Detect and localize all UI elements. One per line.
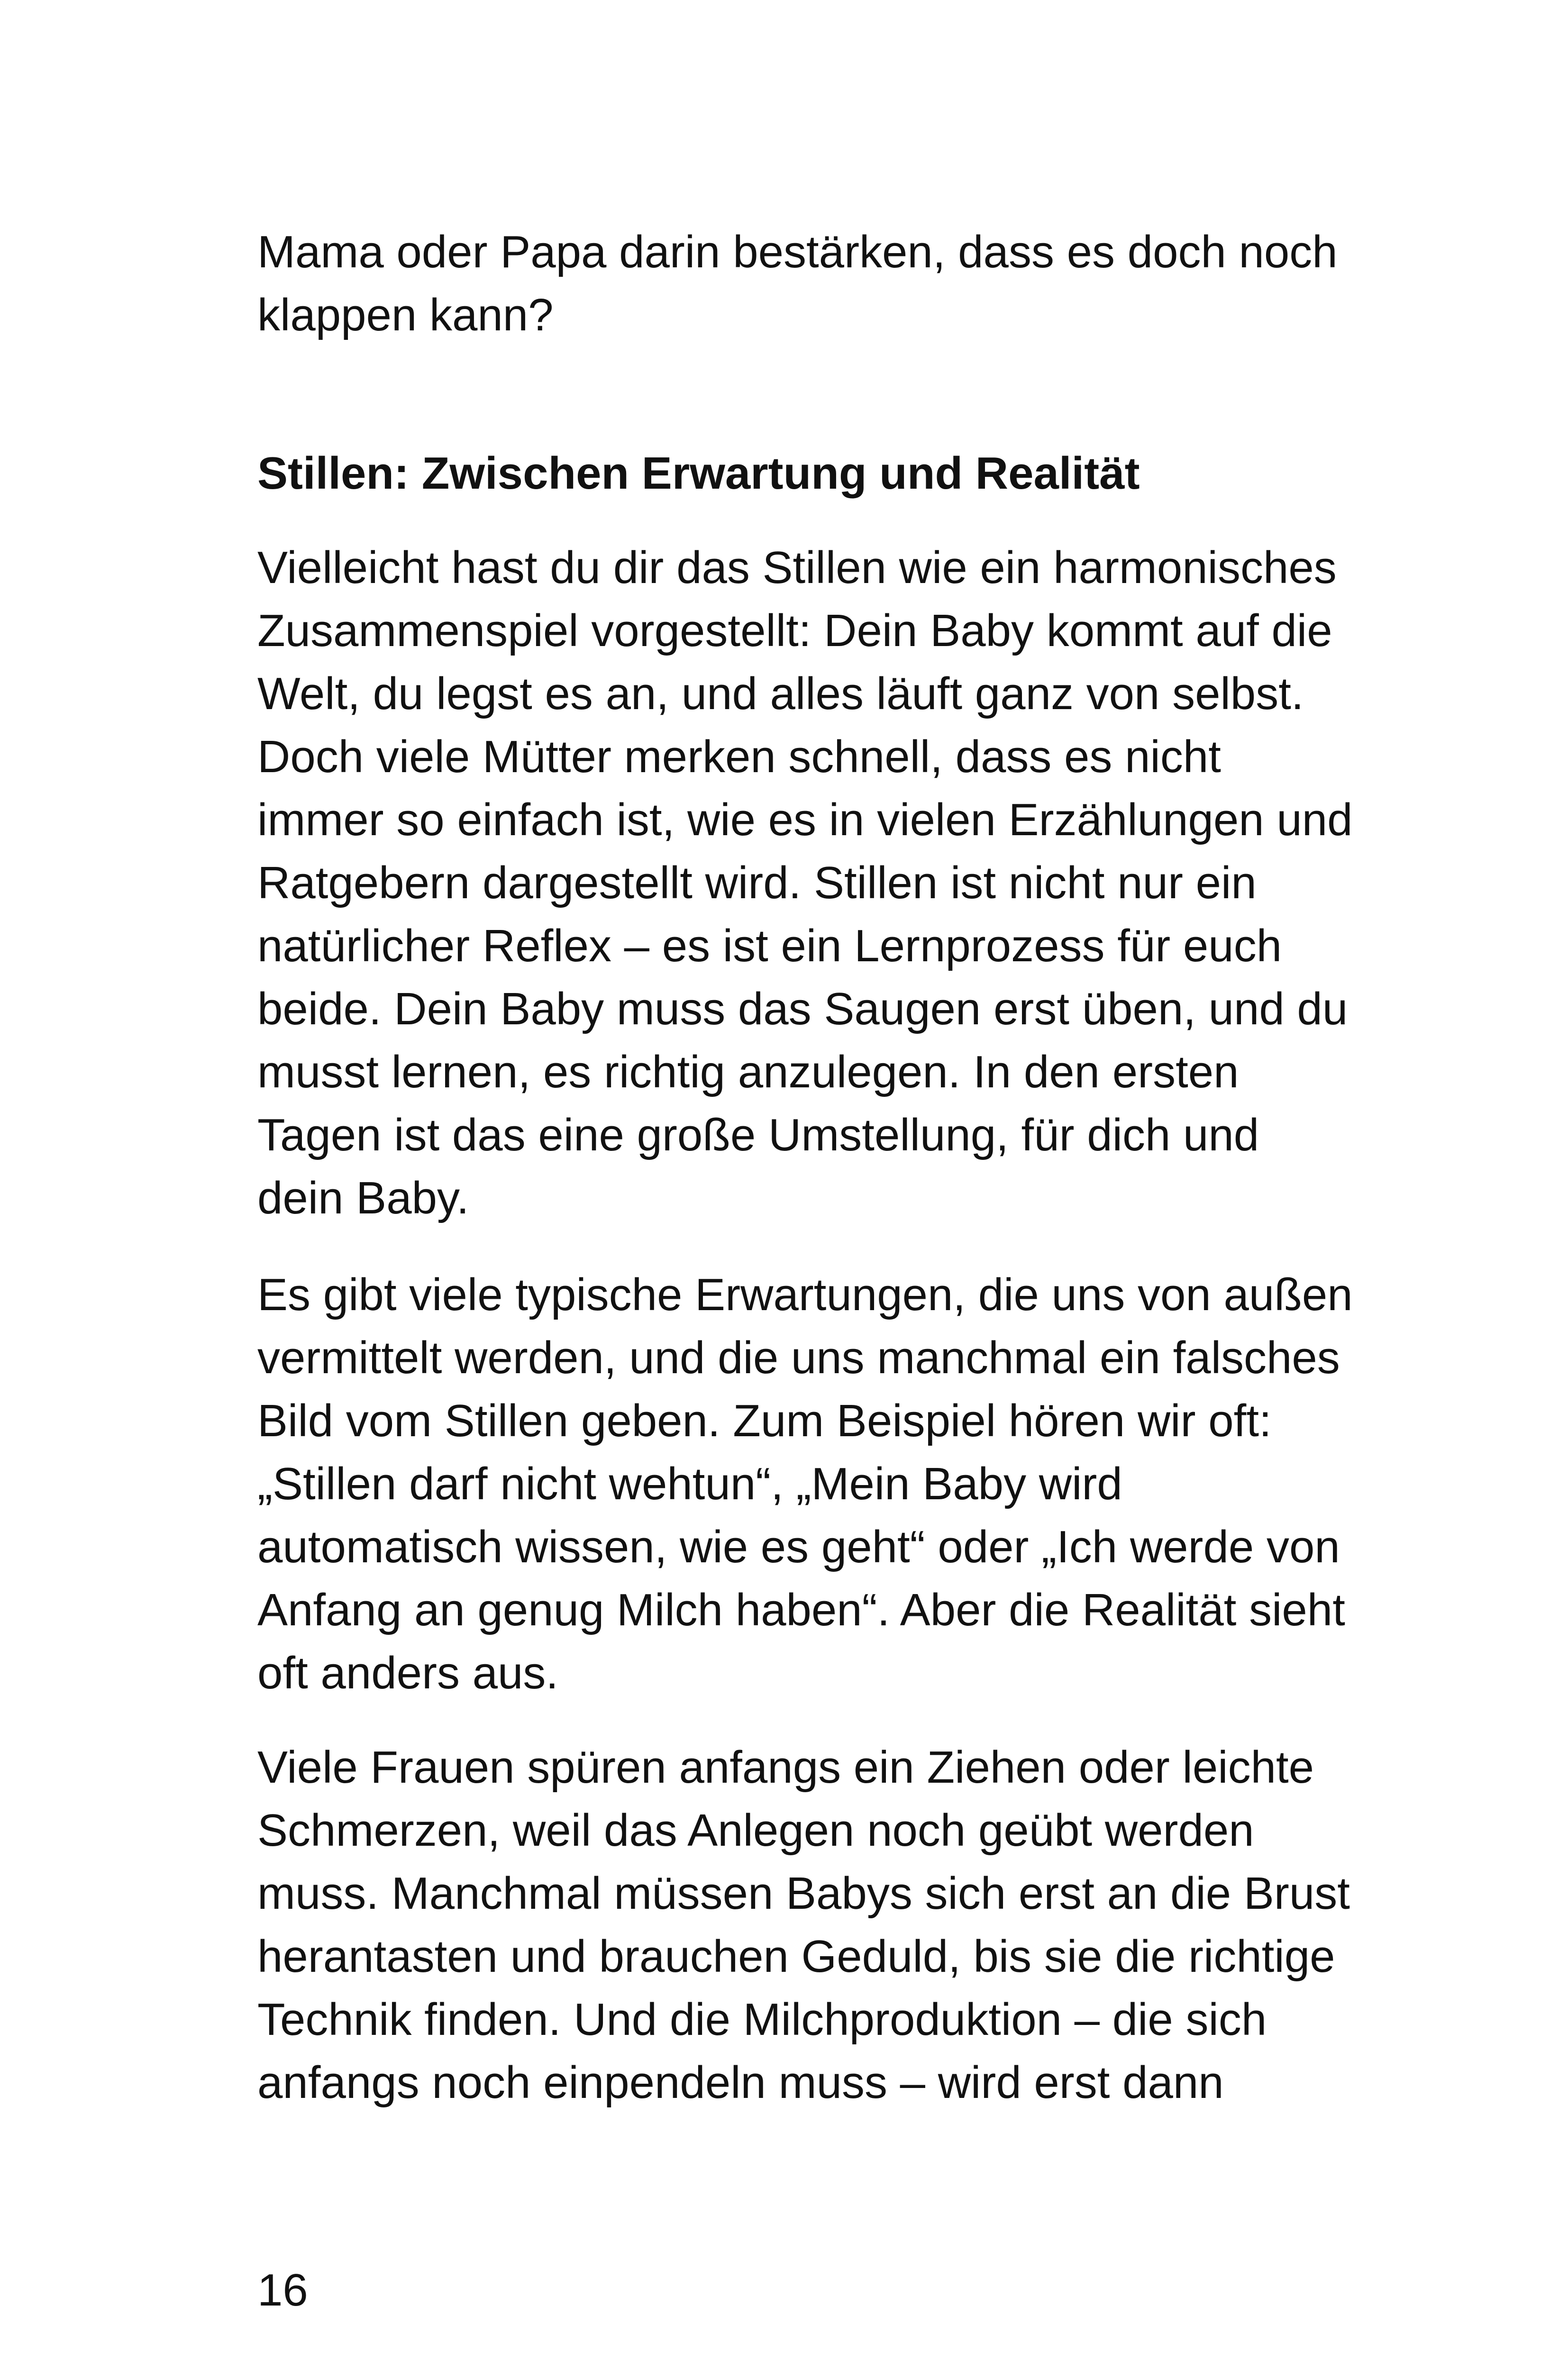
section-heading: Stillen: Zwischen Erwartung und Realität [257, 448, 1140, 499]
intro-paragraph [257, 220, 1442, 346]
text-line: Tagen ist das eine große Umstellung, für dich und [257, 1110, 1259, 1160]
text-line: automatisch wissen, wie es geht“ oder „Ich werde von [257, 1522, 1340, 1572]
text-line: Zusammenspiel vorgestellt: Dein Baby kommt auf die [257, 605, 1332, 656]
text-line: Schmerzen, weil das Anlegen noch geübt werden [257, 1805, 1254, 1856]
text-line: Bild vom Stillen geben. Zum Beispiel hören wir oft: [257, 1395, 1272, 1446]
text-line: Ratgebern dargestellt wird. Stillen ist nicht nur ein [257, 857, 1257, 908]
text-line: klappen kann? [257, 290, 554, 340]
text-line: natürlicher Reflex – es ist ein Lernprozess für euch [257, 921, 1282, 971]
text-line: Welt, du legst es an, und alles läuft ganz von selbst. [257, 668, 1304, 719]
text-line: Viele Frauen spüren anfangs ein Ziehen oder leichte [257, 1742, 1314, 1793]
text-line: Technik finden. Und die Milchproduktion – die sich [257, 1994, 1267, 2045]
text-line: dein Baby. [257, 1173, 469, 1223]
text-line: muss. Manchmal müssen Babys sich erst an die Brust [257, 1868, 1350, 1919]
text-line: anfangs noch einpendeln muss – wird erst dann [257, 2057, 1224, 2108]
text-line: beide. Dein Baby muss das Saugen erst üben, und du [257, 984, 1348, 1034]
paragraph-1 [257, 536, 1442, 1230]
text-line: Es gibt viele typische Erwartungen, die uns von außen [257, 1269, 1353, 1320]
text-line: herantasten und brauchen Geduld, bis sie die richtige [257, 1931, 1335, 1982]
text-line: oft anders aus. [257, 1648, 559, 1698]
text-line: Mama oder Papa darin bestärken, dass es doch noch [257, 227, 1338, 277]
text-line: „Stillen darf nicht wehtun“, „Mein Baby wird [257, 1458, 1122, 1509]
text-line: Vielleicht hast du dir das Stillen wie ein harmonisches [257, 542, 1337, 593]
text-line: vermittelt werden, und die uns manchmal ein falsches [257, 1332, 1340, 1383]
paragraph-2 [257, 1263, 1442, 1705]
text-line: musst lernen, es richtig anzulegen. In den ersten [257, 1047, 1239, 1097]
text-line: Anfang an genug Milch haben“. Aber die Realität sieht [257, 1585, 1345, 1635]
page-number: 16 [257, 2265, 308, 2315]
text-line: Doch viele Mütter merken schnell, dass es nicht [257, 731, 1221, 782]
paragraph-3 [257, 1736, 1442, 2114]
text-line: immer so einfach ist, wie es in vielen Erzählungen und [257, 794, 1353, 845]
